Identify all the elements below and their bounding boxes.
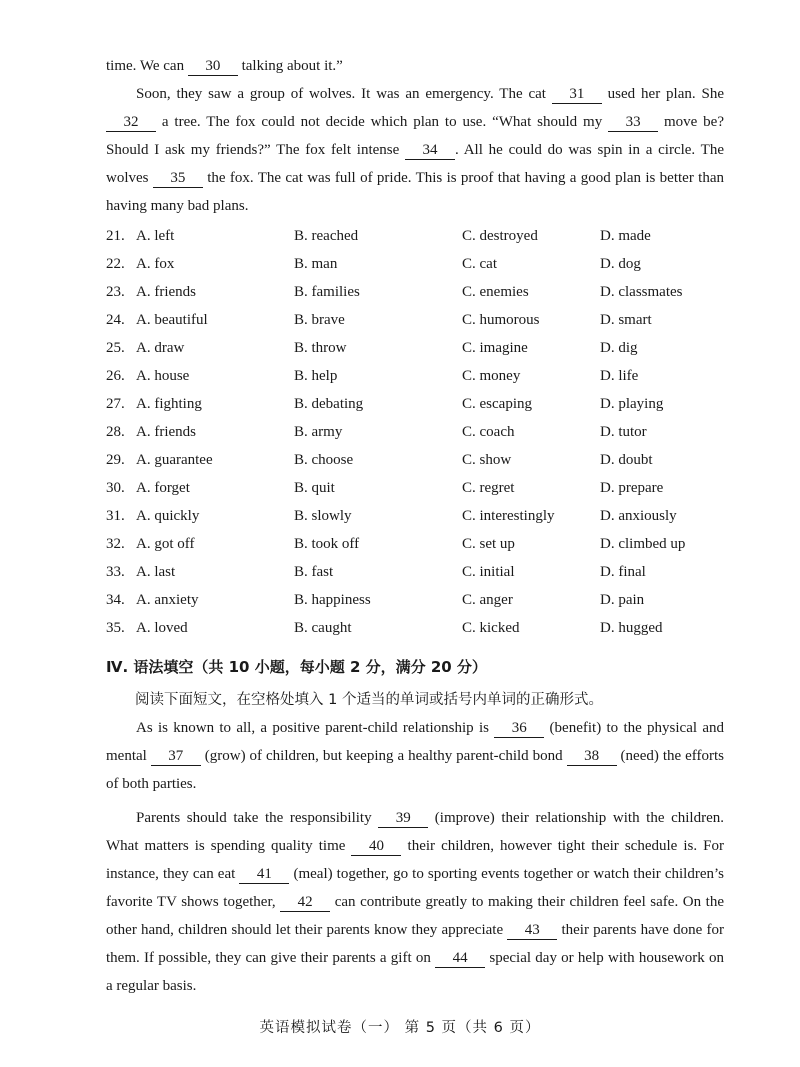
passage-text: Soon, they saw a group of wolves. It was an emergency. The cat [136, 86, 552, 102]
question-number: 23. [106, 284, 125, 300]
option-a: A. house [136, 368, 190, 384]
passage-text: the fox. The cat was full of pride. This is proof that having a good plan is better than having many bad plans. [106, 170, 725, 214]
passage-text: (grow) of children, but keeping a healthy parent-child bond [200, 748, 567, 764]
option-c: C. enemies [462, 284, 529, 300]
option-c: C. coach [462, 424, 515, 440]
option-d: D. dig [600, 340, 638, 356]
option-row [106, 306, 724, 334]
option-b: B. army [294, 424, 343, 440]
question-number: 32. [106, 536, 125, 552]
option-row [106, 390, 724, 418]
passage-text: move be? Should I ask my friends?” The fox felt intense [106, 114, 724, 158]
option-row [106, 558, 724, 586]
option-c: C. escaping [462, 396, 532, 412]
option-d: D. dog [600, 256, 641, 272]
exam-page [106, 52, 724, 1000]
option-a: A. friends [136, 424, 196, 440]
option-d: D. made [600, 228, 651, 244]
option-a: A. friends [136, 284, 196, 300]
option-d: D. hugged [600, 620, 663, 636]
option-c: C. destroyed [462, 228, 538, 244]
grammar-paragraph-2 [106, 804, 724, 1000]
option-d: D. final [600, 564, 646, 580]
option-a: A. fox [136, 256, 175, 272]
question-number: 27. [106, 396, 125, 412]
question-number: 25. [106, 340, 125, 356]
option-a: A. fighting [136, 396, 202, 412]
options-list [106, 222, 724, 642]
option-b: B. choose [294, 452, 354, 468]
blank-31: 31 [552, 85, 602, 104]
option-b: B. fast [294, 564, 334, 580]
blank-32: 32 [106, 113, 156, 132]
passage-text: Parents should take the responsibility [136, 810, 379, 826]
option-c: C. cat [462, 256, 497, 272]
option-row [106, 530, 724, 558]
option-d: D. tutor [600, 424, 647, 440]
passage-text: their children, however tight their schedule is. For instance, they can eat [106, 838, 725, 882]
blank-34: 34 [405, 141, 455, 160]
question-number: 34. [106, 592, 125, 608]
option-c: C. initial [462, 564, 515, 580]
option-c: C. interestingly [462, 508, 555, 524]
option-row [106, 418, 724, 446]
option-d: D. smart [600, 312, 652, 328]
option-b: B. help [294, 368, 338, 384]
option-a: A. guarantee [136, 452, 213, 468]
option-d: D. pain [600, 592, 645, 608]
option-b: B. quit [294, 480, 335, 496]
question-number: 28. [106, 424, 125, 440]
passage-text: a tree. The fox could not decide which plan to use. “What should my [156, 114, 609, 130]
option-d: D. prepare [600, 480, 664, 496]
blank-35: 35 [153, 169, 203, 188]
question-number: 24. [106, 312, 125, 328]
option-c: C. anger [462, 592, 513, 608]
option-b: B. took off [294, 536, 360, 552]
question-number: 21. [106, 228, 125, 244]
option-a: A. last [136, 564, 176, 580]
option-b: B. reached [294, 228, 359, 244]
option-row [106, 446, 724, 474]
blank-33: 33 [608, 113, 658, 132]
option-row [106, 614, 724, 642]
option-row [106, 222, 724, 250]
option-row [106, 278, 724, 306]
option-a: A. anxiety [136, 592, 199, 608]
section-title: Ⅳ. 语法填空（共 10 小题，每小题 2 分，满分 20 分） [106, 658, 487, 676]
option-d: D. classmates [600, 284, 683, 300]
blank-40: 40 [351, 837, 401, 856]
question-number: 29. [106, 452, 125, 468]
passage-text: time. We can [106, 58, 188, 74]
option-row [106, 474, 724, 502]
blank-30: 30 [188, 57, 238, 76]
passage-text: special day or help with housework on a regular basis. [106, 950, 724, 994]
option-b: B. brave [294, 312, 345, 328]
blank-44: 44 [435, 949, 485, 968]
passage-paragraph-2 [106, 80, 724, 220]
blank-38: 38 [567, 747, 617, 766]
passage-text: As is known to all, a positive parent-child relationship is [136, 720, 495, 736]
option-d: D. playing [600, 396, 664, 412]
blank-43: 43 [507, 921, 557, 940]
page-footer: 英语模拟试卷（一） 第 5 页（共 6 页） [259, 1020, 541, 1036]
blank-41: 41 [239, 865, 289, 884]
blank-37: 37 [151, 747, 201, 766]
question-number: 31. [106, 508, 125, 524]
question-number: 22. [106, 256, 125, 272]
option-a: A. beautiful [136, 312, 208, 328]
blank-36: 36 [494, 719, 544, 738]
option-row [106, 586, 724, 614]
option-a: A. got off [136, 536, 195, 552]
option-b: B. slowly [294, 508, 352, 524]
option-a: A. quickly [136, 508, 200, 524]
section-instruction: 阅读下面短文，在空格处填入 1 个适当的单词或括号内单词的正确形式。 [135, 692, 603, 708]
option-c: C. show [462, 452, 512, 468]
option-d: D. anxiously [600, 508, 677, 524]
option-a: A. draw [136, 340, 185, 356]
question-number: 35. [106, 620, 125, 636]
passage-text: talking about it.” [237, 58, 343, 74]
blank-42: 42 [280, 893, 330, 912]
passage-text: used her plan. She [601, 86, 724, 102]
option-d: D. climbed up [600, 536, 686, 552]
option-c: C. kicked [462, 620, 520, 636]
passage-text: can contribute greatly to making their children feel safe. On the other hand, children should let their parents know they appreciate [106, 894, 724, 938]
option-a: A. forget [136, 480, 190, 496]
option-a: A. left [136, 228, 175, 244]
passage-text: (improve) their relationship with the children. What matters is spending quality time [106, 810, 725, 854]
option-c: C. regret [462, 480, 515, 496]
option-b: B. happiness [294, 592, 371, 608]
passage-line-top [106, 52, 724, 80]
option-b: B. families [294, 284, 360, 300]
passage-text: . All he could do was spin in a circle. The wolves [106, 142, 724, 186]
question-number: 30. [106, 480, 125, 496]
question-number: 33. [106, 564, 125, 580]
option-c: C. imagine [462, 340, 528, 356]
option-b: B. caught [294, 620, 352, 636]
passage-text: (meal) together, go to sporting events together or watch their children’s favorite TV shows together, [106, 866, 724, 910]
option-b: B. debating [294, 396, 364, 412]
question-number: 26. [106, 368, 125, 384]
grammar-paragraph-1 [106, 714, 724, 798]
option-row [106, 334, 724, 362]
option-d: D. doubt [600, 452, 653, 468]
option-d: D. life [600, 368, 639, 384]
option-b: B. throw [294, 340, 347, 356]
passage-text: (benefit) to the physical and mental [106, 720, 724, 764]
option-c: C. humorous [462, 312, 540, 328]
option-row [106, 502, 724, 530]
passage-text: their parents have done for them. If possible, they can give their parents a gift on [106, 922, 724, 966]
option-row [106, 250, 724, 278]
option-c: C. set up [462, 536, 515, 552]
blank-39: 39 [378, 809, 428, 828]
option-b: B. man [294, 256, 338, 272]
option-c: C. money [462, 368, 521, 384]
option-row [106, 362, 724, 390]
option-a: A. loved [136, 620, 188, 636]
passage-text: (need) the efforts of both parties. [106, 748, 724, 792]
